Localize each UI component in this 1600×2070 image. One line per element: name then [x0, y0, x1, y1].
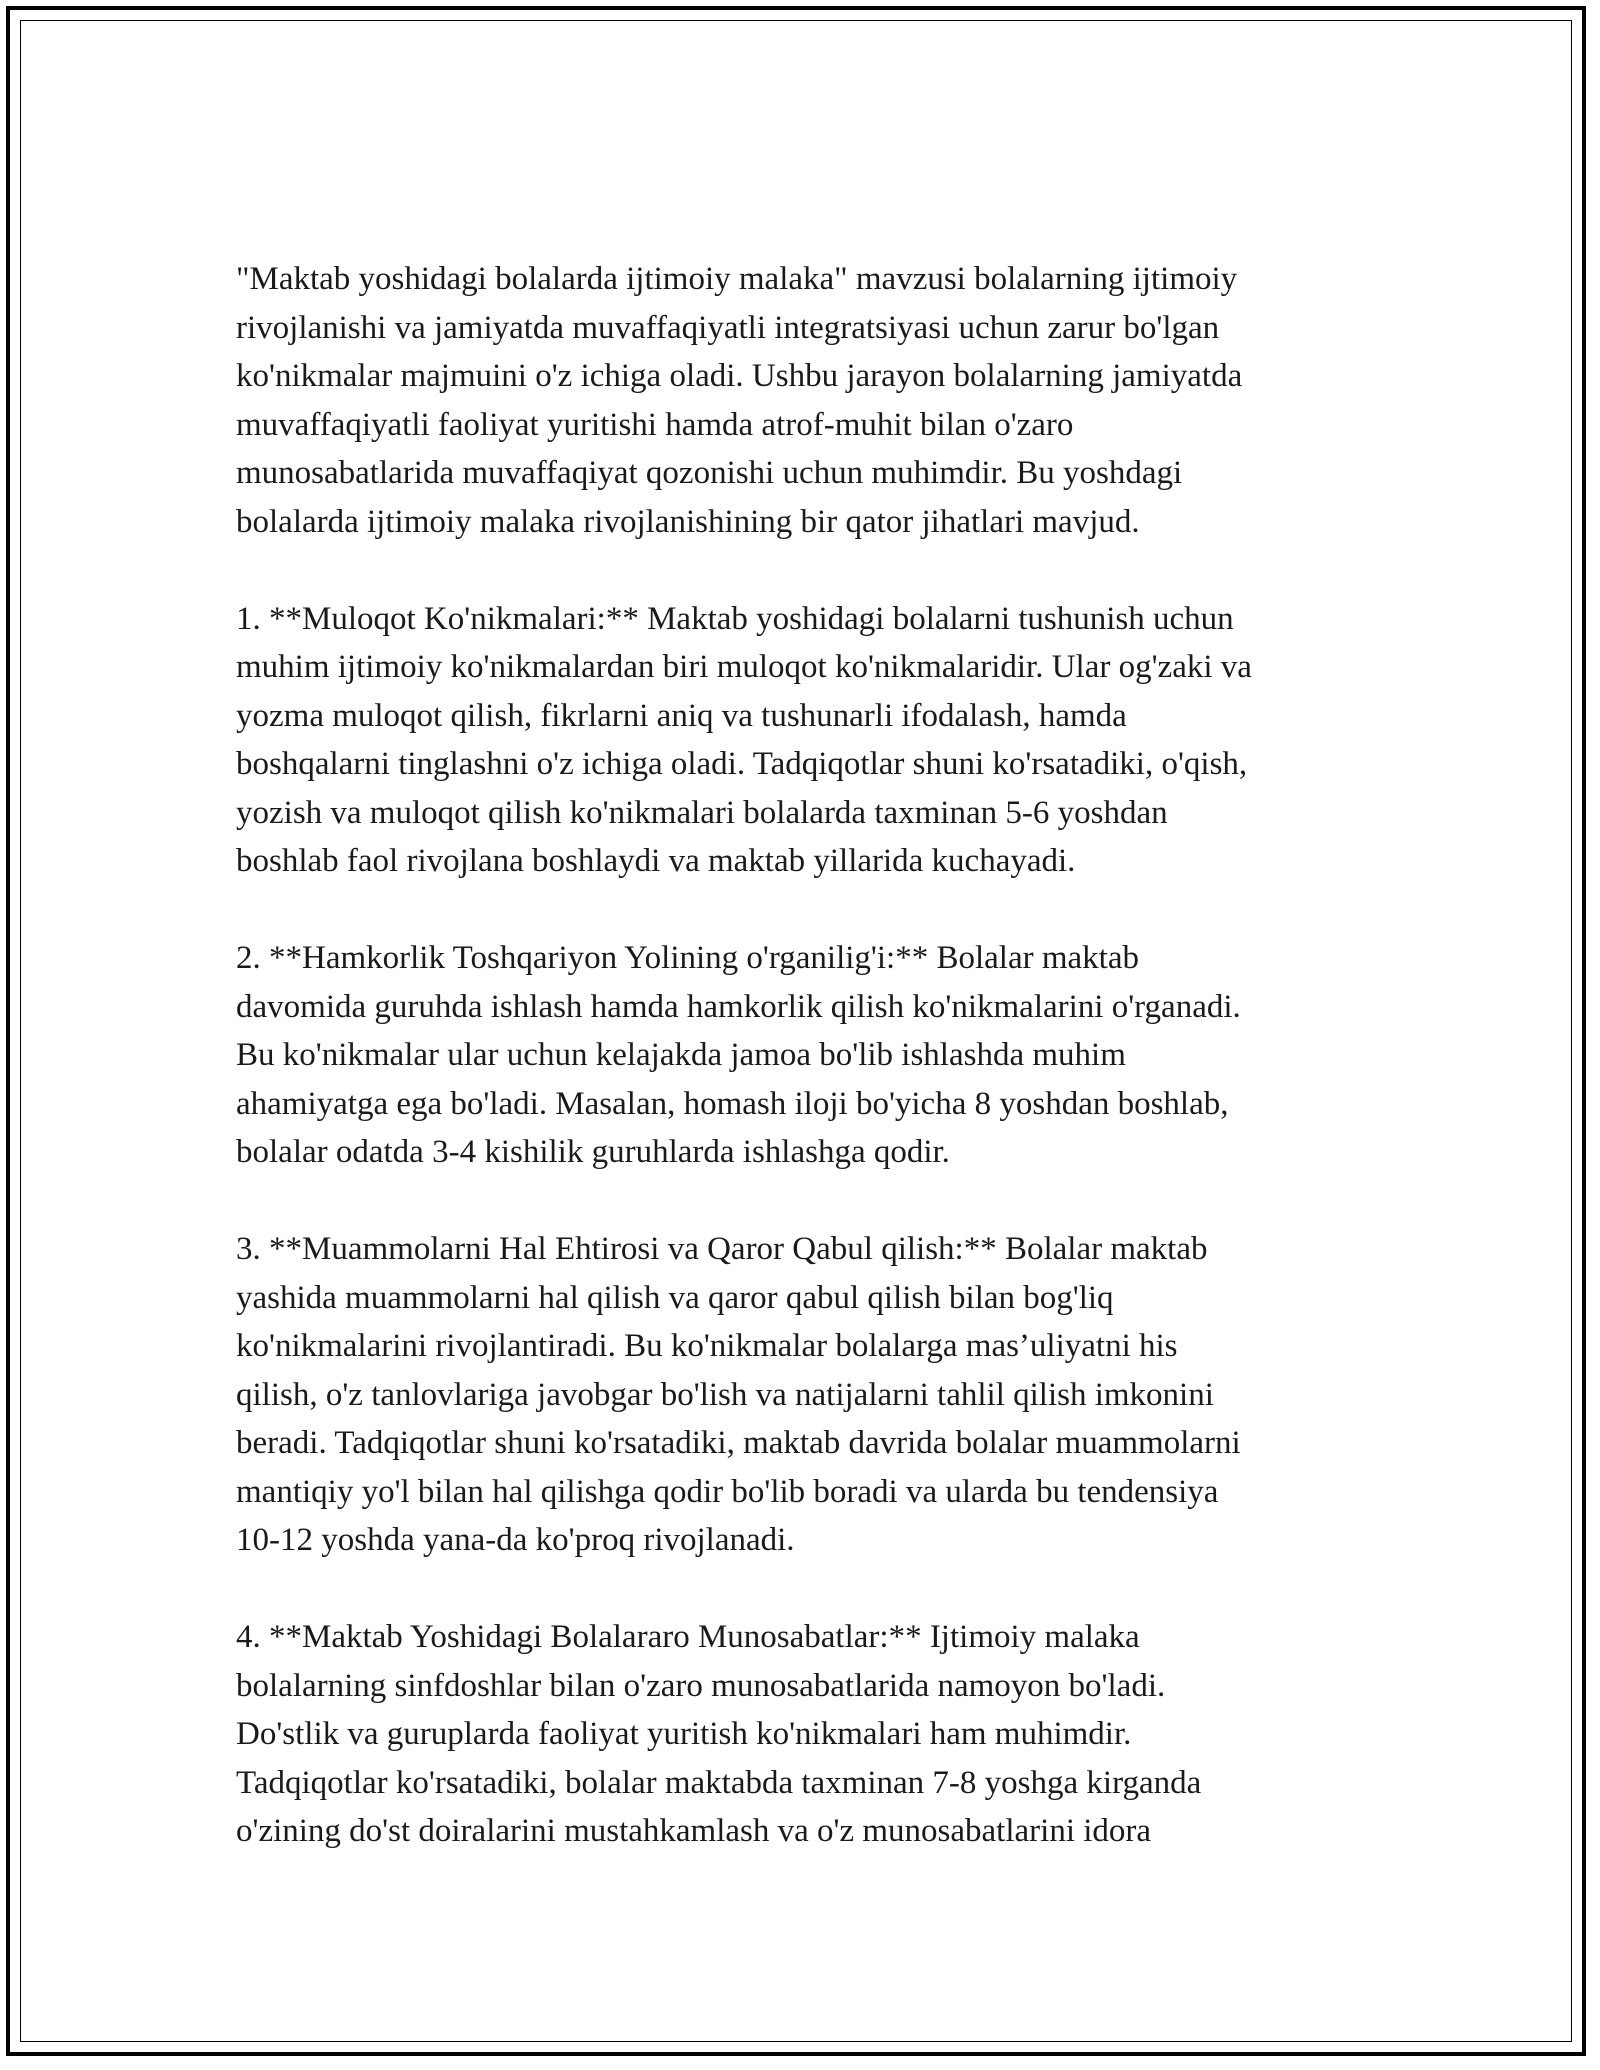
paragraph-peer-relationships: 4. **Maktab Yoshidagi Bolalararo Munosabatlar:** Ijtimoiy malaka bolalarning sinfdoshlar bilan o'zaro munosabatlarida namoyon bo'ladi. Do'stlik va guruplarda faoliyat yuritish ko'nikmalari ham muhimdir. Tadqiqotlar ko'rsatadiki, bolalar maktabda taxminan 7-8 yoshga kirganda o'zining do'st doiralarini mustahkamlash va o'z munosabatlarini idora [236, 1619, 1202, 1849]
paragraph-cooperation: 2. **Hamkorlik Toshqariyon Yolining o'rganilig'i:** Bolalar maktab davomida guruhda ishlash hamda hamkorlik qilish ko'nikmalarini o'rganadi. Bu ko'nikmalar ular uchun kelajakda jamoa bo'lib ishlashda muhim ahamiyatga ega bo'ladi. Masalan, homash iloji bo'yicha 8 yoshdan boshlab, bolalar odatda 3-4 kishilik guruhlarda ishlashga qodir. [236, 940, 1241, 1170]
intro-paragraph: "Maktab yoshidagi bolalarda ijtimoiy malaka" mavzusi bolalarning ijtimoiy rivojlanishi va jamiyatda muvaffaqiyatli integratsiyasi uchun zarur bo'lgan ko'nikmalar majmuini o'z ichiga oladi. Ushbu jarayon bolalarning jamiyatda muvaffaqiyatli faoliyat yuritishi hamda atrof-muhit bilan o'zaro munosabatlarida muvaffaqiyat qozonishi uchun muhimdir. Bu yoshdagi bolalarda ijtimoiy malaka rivojlanishining bir qator jihatlari mavjud. [236, 261, 1243, 540]
paragraph-problem-solving: 3. **Muammolarni Hal Ehtirosi va Qaror Qabul qilish:** Bolalar maktab yashida muammolarni hal qilish va qaror qabul qilish bilan bog'liq ko'nikmalarini rivojlantiradi. Bu ko'nikmalar bolalarga mas’uliyatni his qilish, o'z tanlovlariga javobgar bo'lish va natijalarni tahlil qilish imkonini beradi. Tadqiqotlar shuni ko'rsatadiki, maktab davrida bolalar muammolarni mantiqiy yo'l bilan hal qilishga qodir bo'lib boradi va ularda bu tendensiya 10-12 yoshda yana-da ko'proq rivojlanadi. [236, 1231, 1241, 1558]
paragraph-communication-skills: 1. **Muloqot Ko'nikmalari:** Maktab yoshidagi bolalarni tushunish uchun muhim ijtimoiy ko'nikmalardan biri muloqot ko'nikmalaridir. Ular og'zaki va yozma muloqot qilish, fikrlarni aniq va tushunarli ifodalash, hamda boshqalarni tinglashni o'z ichiga oladi. Tadqiqotlar shuni ko'rsatadiki, o'qish, yozish va muloqot qilish ko'nikmalari bolalarda taxminan 5-6 yoshdan boshlab faol rivojlana boshlaydi va maktab yillarida kuchayadi. [236, 600, 1252, 879]
document-body [236, 255, 1376, 1904]
